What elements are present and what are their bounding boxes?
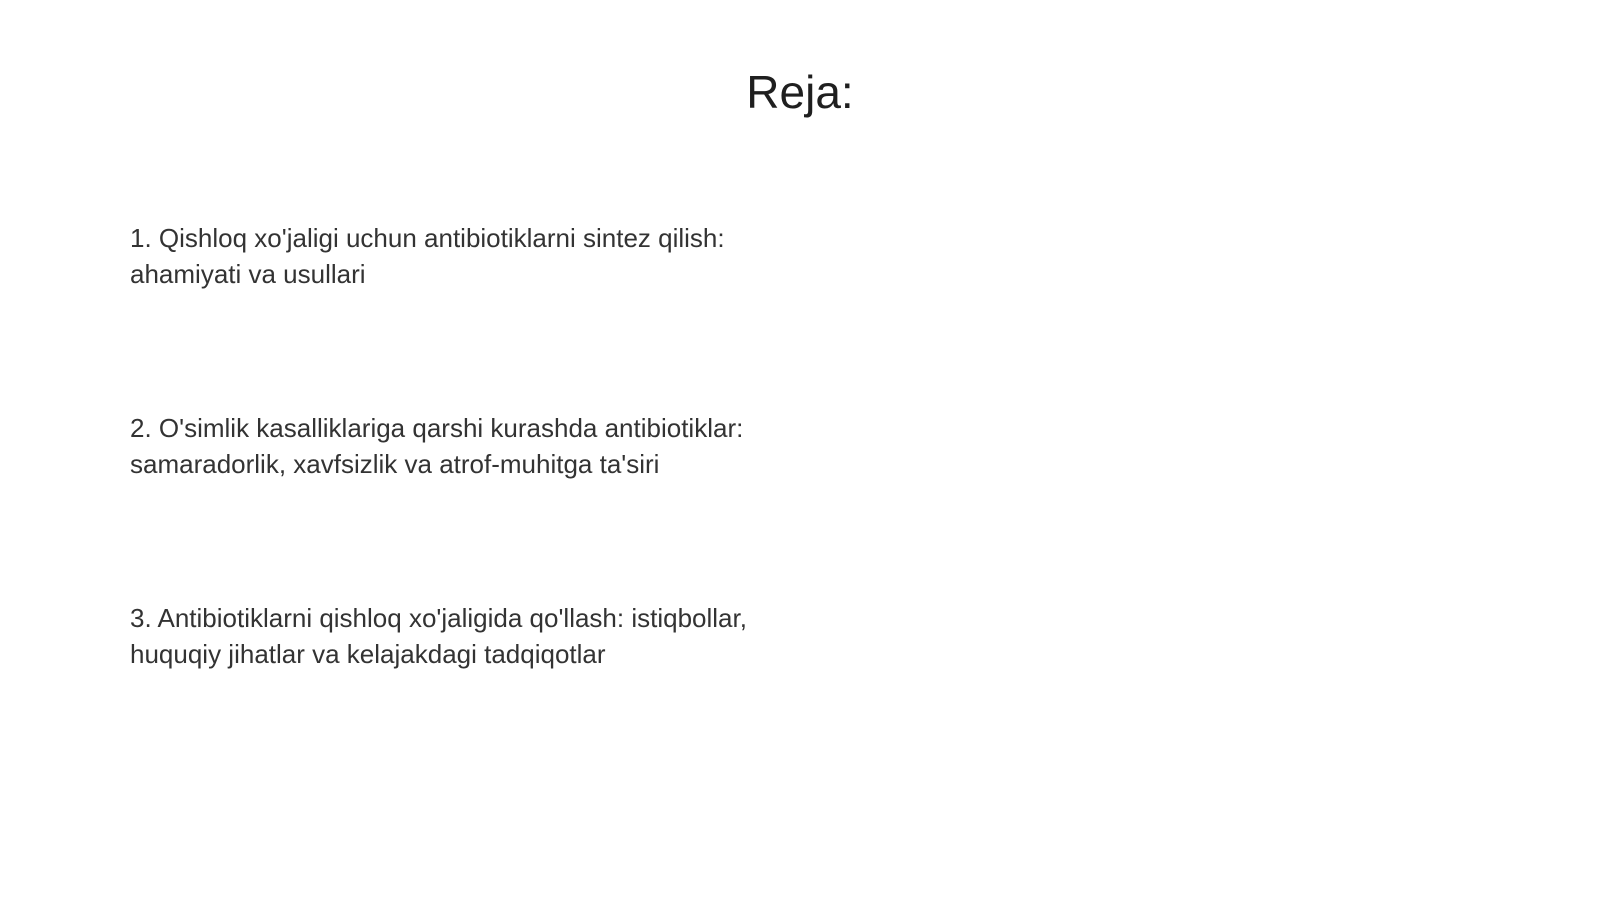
plan-item-2-line-1: 2. O'simlik kasalliklariga qarshi kurashda antibiotiklar: [130,413,744,443]
slide-title-text: Reja: [746,66,854,118]
plan-item-1 [130,220,850,292]
plan-item-1-line-2: ahamiyati va usullari [130,259,366,289]
plan-item-2 [130,410,850,482]
plan-item-3-line-2: huquqiy jihatlar va kelajakdagi tadqiqotlar [130,639,606,669]
plan-item-3 [130,600,850,672]
plan-item-1-line-1: 1. Qishloq xo'jaligi uchun antibiotiklarni sintez qilish: [130,223,725,253]
slide-title [0,62,1600,122]
plan-item-2-line-2: samaradorlik, xavfsizlik va atrof-muhitga ta'siri [130,449,660,479]
plan-item-3-line-1: 3. Antibiotiklarni qishloq xo'jaligida qo'llash: istiqbollar, [130,603,747,633]
